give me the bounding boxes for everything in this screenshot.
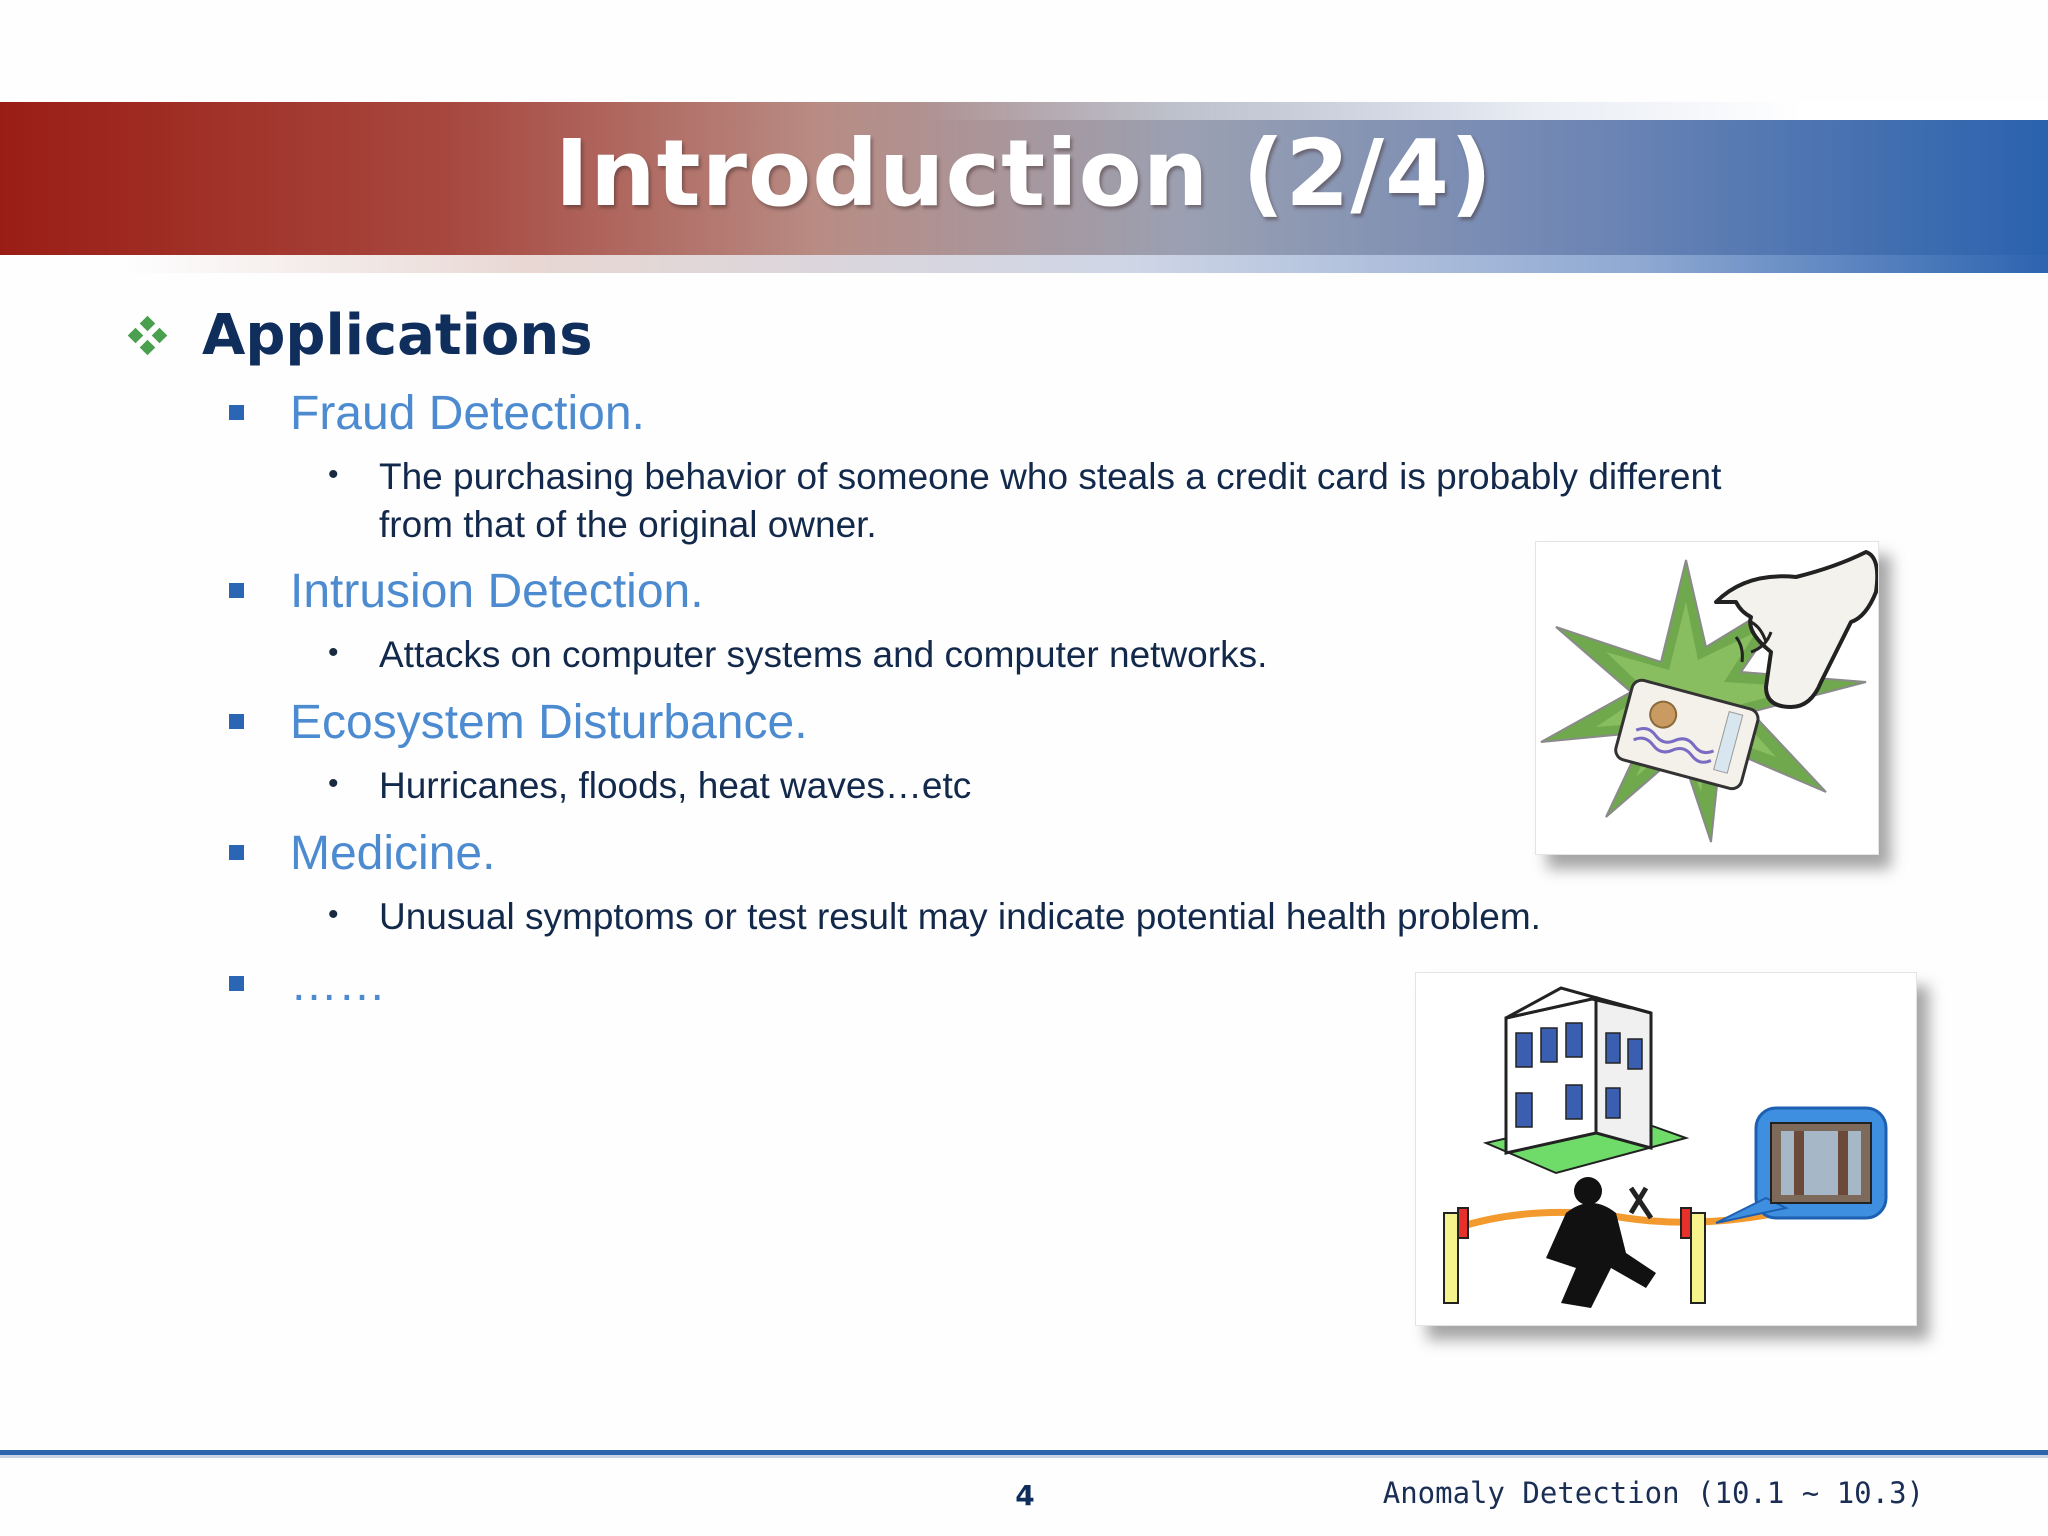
credit-card-fraud-illustration-icon <box>1536 542 1878 854</box>
heading-text: Applications <box>202 303 593 368</box>
footer-title: Anomaly Detection (10.1 ~ 10.3) <box>1382 1476 1924 1510</box>
item-fraud-detail-line-1: The purchasing behavior of someone who steals a credit card is probably different <box>379 456 1722 497</box>
item-intrusion-detail: Attacks on computer systems and computer networks. <box>379 634 1268 675</box>
intrusion-image <box>1415 972 1917 1326</box>
item-intrusion-detection: Intrusion Detection. <box>290 565 704 618</box>
diamond-bullet-icon <box>126 314 170 358</box>
dot-bullet-icon: • <box>328 767 339 800</box>
title-band-bottom-stripe <box>0 255 2048 273</box>
credit-card-fraud-image <box>1535 541 1879 855</box>
title-band-top-fade <box>0 102 2048 120</box>
slide-title: Introduction (2/4) <box>554 120 1494 227</box>
item-more: …… <box>290 958 386 1011</box>
item-ecosystem-detail: Hurricanes, floods, heat waves…etc <box>379 765 972 806</box>
item-ecosystem-disturbance: Ecosystem Disturbance. <box>290 696 808 749</box>
item-medicine-detail: Unusual symptoms or test result may indicate potential health problem. <box>379 896 1541 937</box>
page-number: 4 <box>1015 1479 1035 1512</box>
square-bullet-icon <box>229 976 244 991</box>
square-bullet-icon <box>229 845 244 860</box>
footer-divider-shadow <box>0 1455 2048 1458</box>
item-medicine: Medicine. <box>290 827 496 880</box>
item-fraud-detail-line-2: from that of the original owner. <box>379 504 877 545</box>
dot-bullet-icon: • <box>328 458 339 491</box>
dot-bullet-icon: • <box>328 636 339 669</box>
building-intrusion-illustration-icon <box>1416 973 1916 1325</box>
item-fraud-detection: Fraud Detection. <box>290 387 645 440</box>
square-bullet-icon <box>229 583 244 598</box>
square-bullet-icon <box>229 714 244 729</box>
square-bullet-icon <box>229 405 244 420</box>
heading-applications <box>126 300 593 372</box>
dot-bullet-icon: • <box>328 898 339 931</box>
